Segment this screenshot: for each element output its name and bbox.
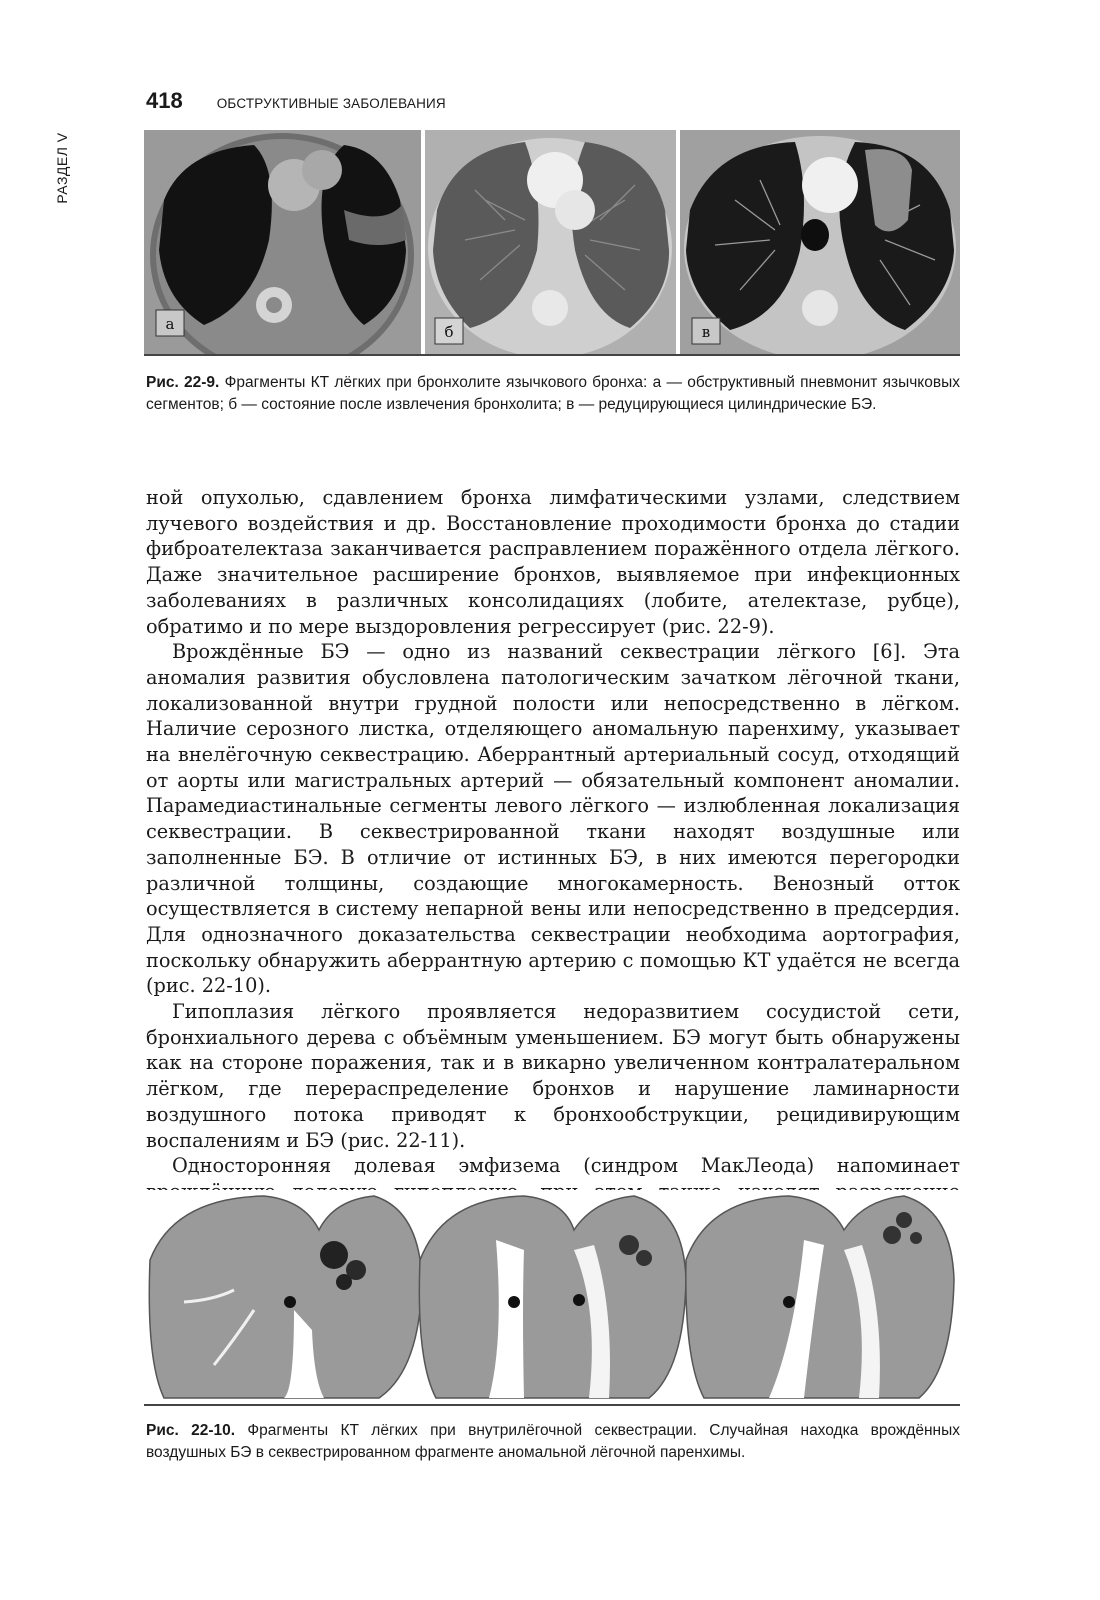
ct-slice-1 (149, 1196, 422, 1398)
figure-22-9-images (144, 130, 960, 355)
ct-panel-b (425, 130, 676, 355)
body-text (146, 485, 960, 1230)
panel-c-label: в (701, 323, 711, 341)
figure-22-9-caption (146, 372, 960, 416)
paragraph-1: ной опухолью, сдавлением бронха лимфатическими узлами, следствием лучевого воздействия и др. Восстановление проходимости бронха до стадии фиброателектаза заканчивается расправлением поражённого отдела лёгкого. Даже значительное расширение бронхов, выявляемое при инфекционных заболеваниях в различных консолидациях (лобите, ателектазе, рубце), обратимо и по мере выздоровления регрессирует (рис. 22-9). (146, 486, 960, 638)
panel-a-label: а (165, 315, 175, 333)
ct-panel-c (680, 130, 960, 355)
page-header (146, 88, 446, 114)
ct-slice-2 (419, 1196, 686, 1398)
page-number: 418 (146, 88, 183, 113)
ct-slice-3 (686, 1196, 954, 1398)
figure-22-10-caption (146, 1420, 960, 1464)
figure-22-9-caption-text: Фрагменты КТ лёгких при бронхолите язычкового бронха: а — обструктивный пневмонит язычковых сегментов; б — состояние после извлечения бронхолита; в — редуцирующиеся цилиндрические БЭ. (146, 374, 960, 413)
figure-22-9-rule (144, 354, 960, 356)
running-head: ОБСТРУКТИВНЫЕ ЗАБОЛЕВАНИЯ (216, 96, 446, 111)
paragraph-2: Врождённые БЭ — одно из названий секвестрации лёгкого [6]. Эта аномалия развития обусловлена патологическим зачатком лёгочной ткани, локализованной внутри грудной полости или непосредственно в лёгком. Наличие серозного листка, отделяющего аномальную паренхиму, указывает на внелёгочную секвестрацию. Аберрантный артериальный сосуд, отходящий от аорты или магистральных артерий — обязательный компонент аномалии. Парамедиастинальные сегменты левого лёгкого — излюбленная локализация секвестрации. В секвестрированной ткани находят воздушные или заполненные БЭ. В отличие от истинных БЭ, в них имеются перегородки различной толщины, создающие многокамерность. Венозный отток осуществляется в систему непарной вены или непосредственно в предсердия. Для однозначного доказательства секвестрации необходима аортография, поскольку обнаружить аберрантную артерию с помощью КТ удаётся не всегда (рис. 22-10). (146, 640, 960, 998)
figure-22-10-caption-text: Фрагменты КТ лёгких при внутрилёгочной секвестрации. Случайная находка врождённых воздушных БЭ в секвестрированном фрагменте аномальной лёгочной паренхимы. (146, 1422, 960, 1461)
ct-panel-a (144, 130, 421, 355)
figure-22-10-caption-label: Рис. 22-10. (146, 1422, 236, 1439)
panel-b-label: б (444, 323, 454, 341)
figure-22-9-caption-label: Рис. 22-9. (146, 374, 220, 391)
paragraph-4: Односторонняя долевая эмфизема (синдром МакЛеода) напоминает (172, 1154, 960, 1178)
paragraph-3: Гипоплазия лёгкого проявляется недоразвитием сосудистой сети, бронхиального дерева с объёмным уменьшением. БЭ могут быть обнаружены как на стороне поражения, так и в викарно увеличенном контралатеральном лёгком, где перераспределение бронхов и нарушение ламинарности воздушного потока приводят к бронхообструкции, рецидивирующим воспалениям и БЭ (рис. 22-11). (146, 1000, 960, 1152)
figure-22-10-rule (144, 1404, 960, 1406)
figure-22-10-images (144, 1190, 960, 1405)
section-side-label: РАЗДЕЛ V (54, 132, 70, 204)
